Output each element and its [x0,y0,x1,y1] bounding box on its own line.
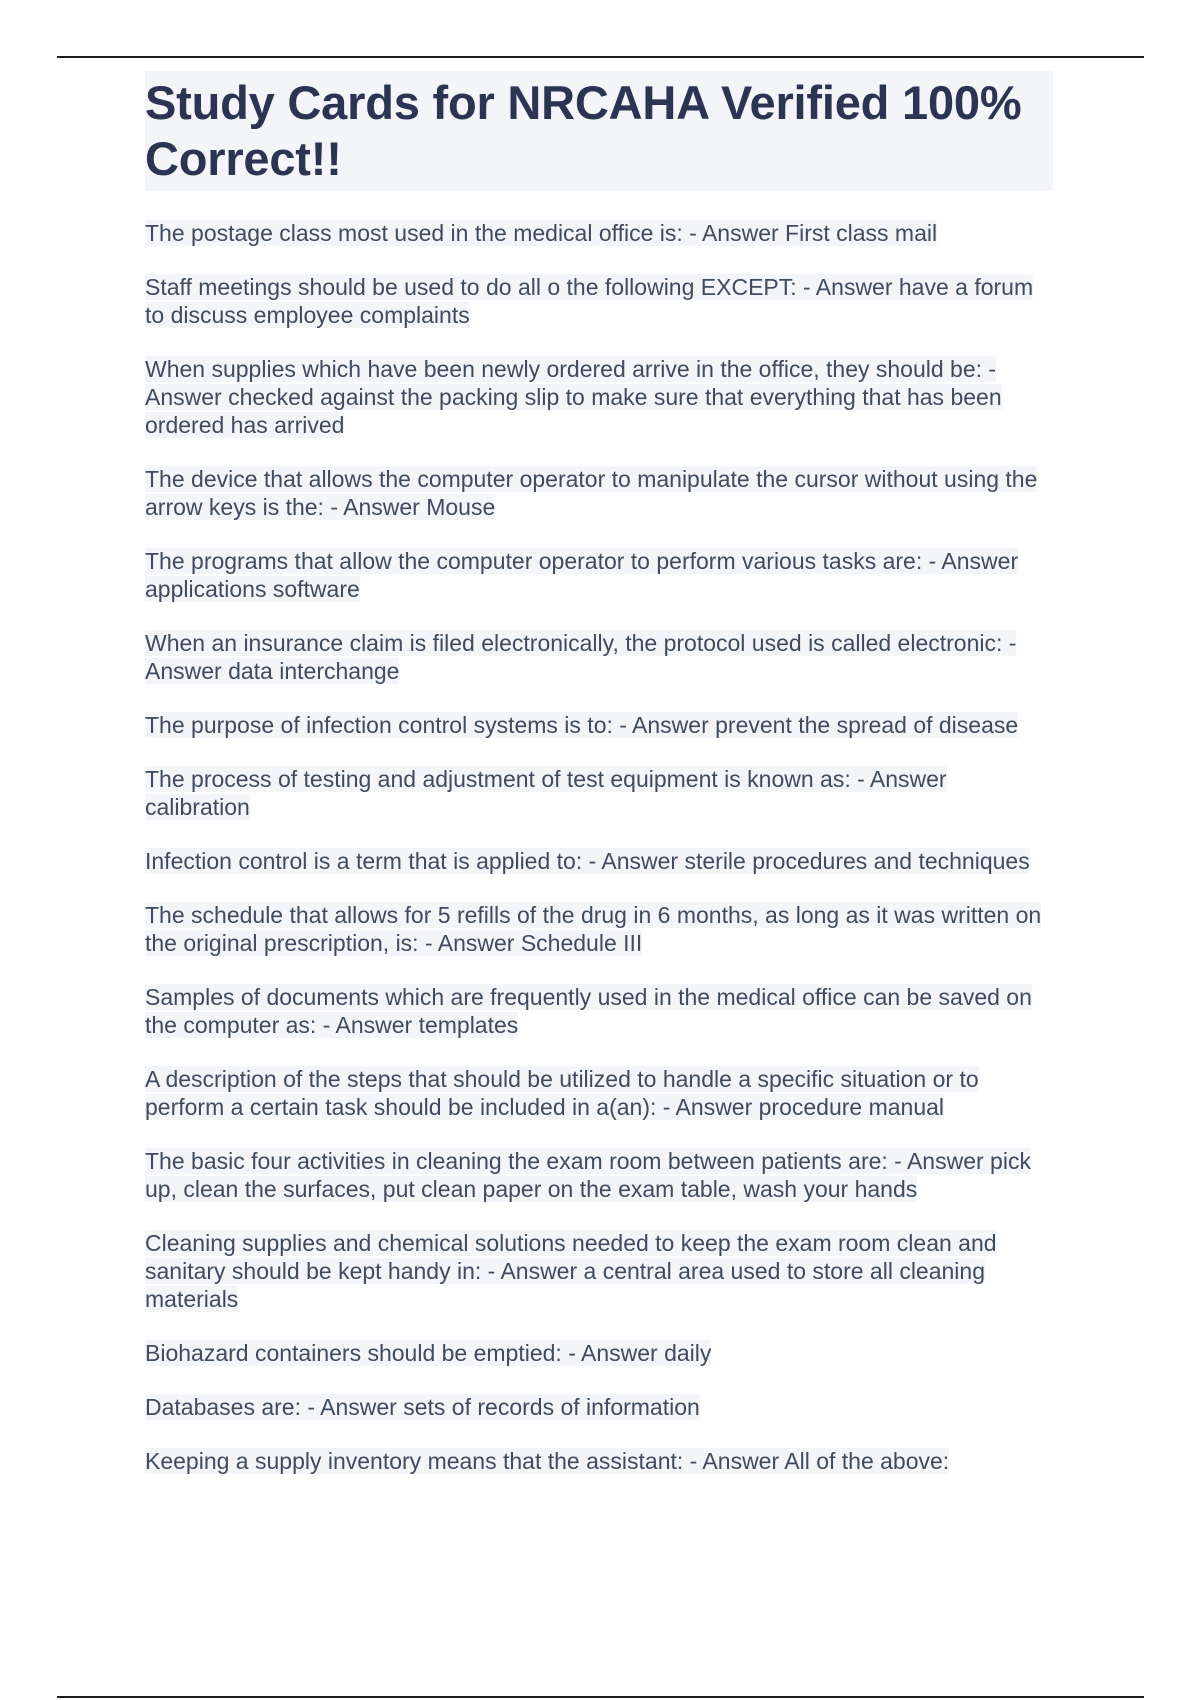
page-title: Study Cards for NRCAHA Verified 100% Correct!! [145,76,1022,185]
study-card: Cleaning supplies and chemical solutions needed to keep the exam room clean and sanitary should be kept handy in: - Answer a central area used to store all cleaning materials [145,1230,997,1312]
study-card: Staff meetings should be used to do all o the following EXCEPT: - Answer have a forum to discuss employee complaints [145,274,1034,328]
document-body [145,71,1055,1475]
top-rule [57,56,1144,58]
study-card: Infection control is a term that is applied to: - Answer sterile procedures and techniques [145,848,1030,874]
study-card: A description of the steps that should be utilized to handle a specific situation or to perform a certain task should be included in a(an): - Answer procedure manual [145,1066,979,1120]
study-card: Databases are: - Answer sets of records of information [145,1394,700,1420]
study-card: Samples of documents which are frequently used in the medical office can be saved on the computer as: - Answer templates [145,984,1032,1038]
study-card: The schedule that allows for 5 refills of the drug in 6 months, as long as it was written on the original prescription, is: - Answer Schedule III [145,902,1042,956]
study-card: When an insurance claim is filed electronically, the protocol used is called electronic: - Answer data interchange [145,630,1017,684]
study-card: Keeping a supply inventory means that the assistant: - Answer All of the above: [145,1448,950,1474]
study-card: The postage class most used in the medical office is: - Answer First class mail [145,220,938,246]
study-card: The purpose of infection control systems is to: - Answer prevent the spread of disease [145,712,1019,738]
study-card: The programs that allow the computer operator to perform various tasks are: - Answer applications software [145,548,1019,602]
study-card: Biohazard containers should be emptied: - Answer daily [145,1340,712,1366]
title-block [145,71,1053,191]
study-card: The process of testing and adjustment of test equipment is known as: - Answer calibration [145,766,947,820]
study-card: The device that allows the computer operator to manipulate the cursor without using the arrow keys is the: - Answer Mouse [145,466,1038,520]
bottom-rule [57,1696,1144,1698]
study-card-list [145,219,1055,1475]
study-card: The basic four activities in cleaning the exam room between patients are: - Answer pick up, clean the surfaces, put clean paper on the exam table, wash your hands [145,1148,1031,1202]
study-card: When supplies which have been newly ordered arrive in the office, they should be: - Answer checked against the packing slip to make sure that everything that has been ordered has arrived [145,356,1002,438]
